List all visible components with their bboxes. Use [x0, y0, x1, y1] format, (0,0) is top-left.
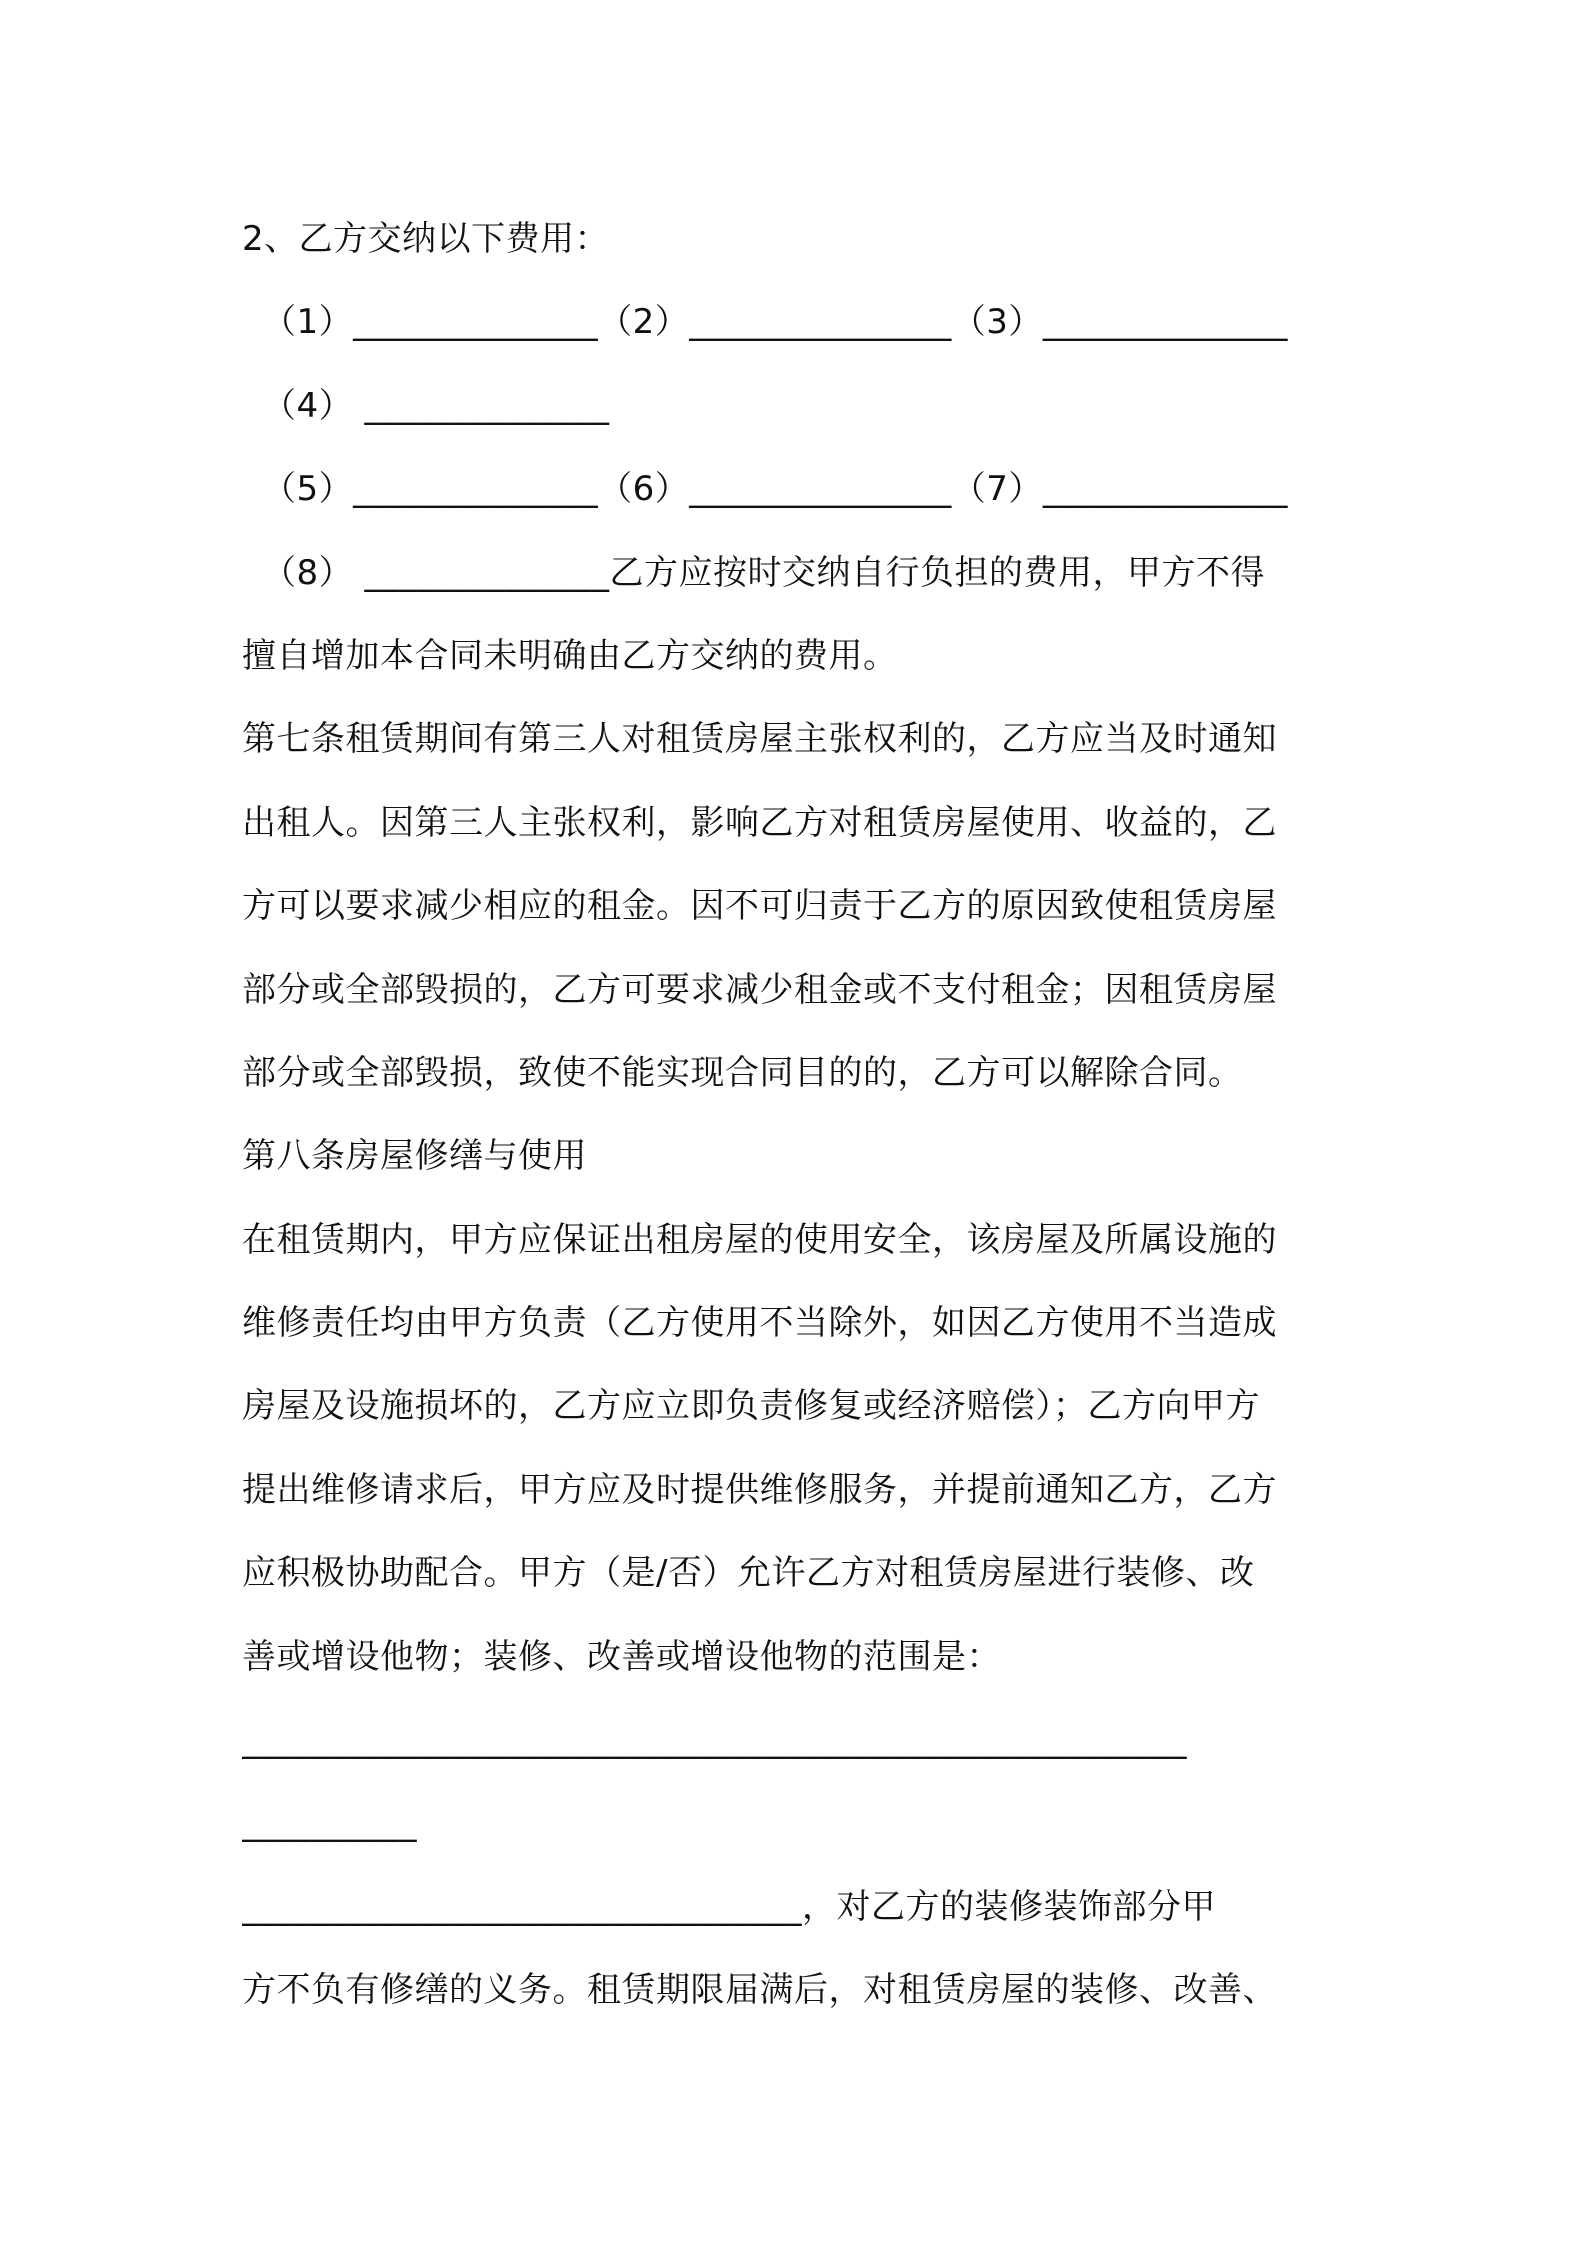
fee-blanks-row-3: （5）______________（6）_______________（7）______________	[262, 469, 1288, 510]
clause-heading-fees: 2、乙方交纳以下费用：	[242, 219, 610, 259]
article-8-line: ________________________________，对乙方的装修装饰部分甲	[242, 1886, 1216, 1927]
article-7-line: 部分或全部毁损的，乙方可要求减少租金或不支付租金；因租赁房屋	[242, 969, 1277, 1010]
article-8-line: 提出维修请求后，甲方应及时提供维修服务，并提前通知乙方，乙方	[242, 1469, 1277, 1510]
fee-blanks-row-4: （8） ______________乙方应按时交纳自行负担的费用，甲方不得	[262, 552, 1265, 593]
article-8-line: 在租赁期内，甲方应保证出租房屋的使用安全，该房屋及所属设施的	[242, 1219, 1277, 1260]
fee-blanks-row-2: （4） ______________	[262, 385, 610, 426]
paragraph-line: 擅自增加本合同未明确由乙方交纳的费用。	[242, 635, 898, 676]
fee-blanks-row-1: （1）______________（2）_______________（3）______________	[262, 302, 1288, 343]
document-body	[242, 198, 1357, 2033]
blank-line: ______________________________________________________	[242, 1720, 1187, 1761]
blank-line: __________	[242, 1803, 417, 1844]
article-8-line: 善或增设他物；装修、改善或增设他物的范围是：	[242, 1636, 1001, 1677]
article-8-line: 应积极协助配合。甲方（是/否）允许乙方对租赁房屋进行装修、改	[242, 1553, 1255, 1594]
article-8-line: 维修责任均由甲方负责（乙方使用不当除外，如因乙方使用不当造成	[242, 1303, 1277, 1344]
article-7-line: 出租人。因第三人主张权利，影响乙方对租赁房屋使用、收益的，乙	[242, 802, 1277, 843]
article-7-line: 部分或全部毁损，致使不能实现合同目的的，乙方可以解除合同。	[242, 1052, 1243, 1093]
article-8-heading: 第八条房屋修缮与使用	[242, 1136, 587, 1177]
article-7-line: 方可以要求减少相应的租金。因不可归责于乙方的原因致使租赁房屋	[242, 886, 1277, 927]
article-7-line: 第七条租赁期间有第三人对租赁房屋主张权利的，乙方应当及时通知	[242, 719, 1277, 760]
article-8-line: 方不负有修缮的义务。租赁期限届满后，对租赁房屋的装修、改善、	[242, 1970, 1277, 2011]
article-8-line: 房屋及设施损坏的，乙方应立即负责修复或经济赔偿）；乙方向甲方	[242, 1386, 1260, 1427]
